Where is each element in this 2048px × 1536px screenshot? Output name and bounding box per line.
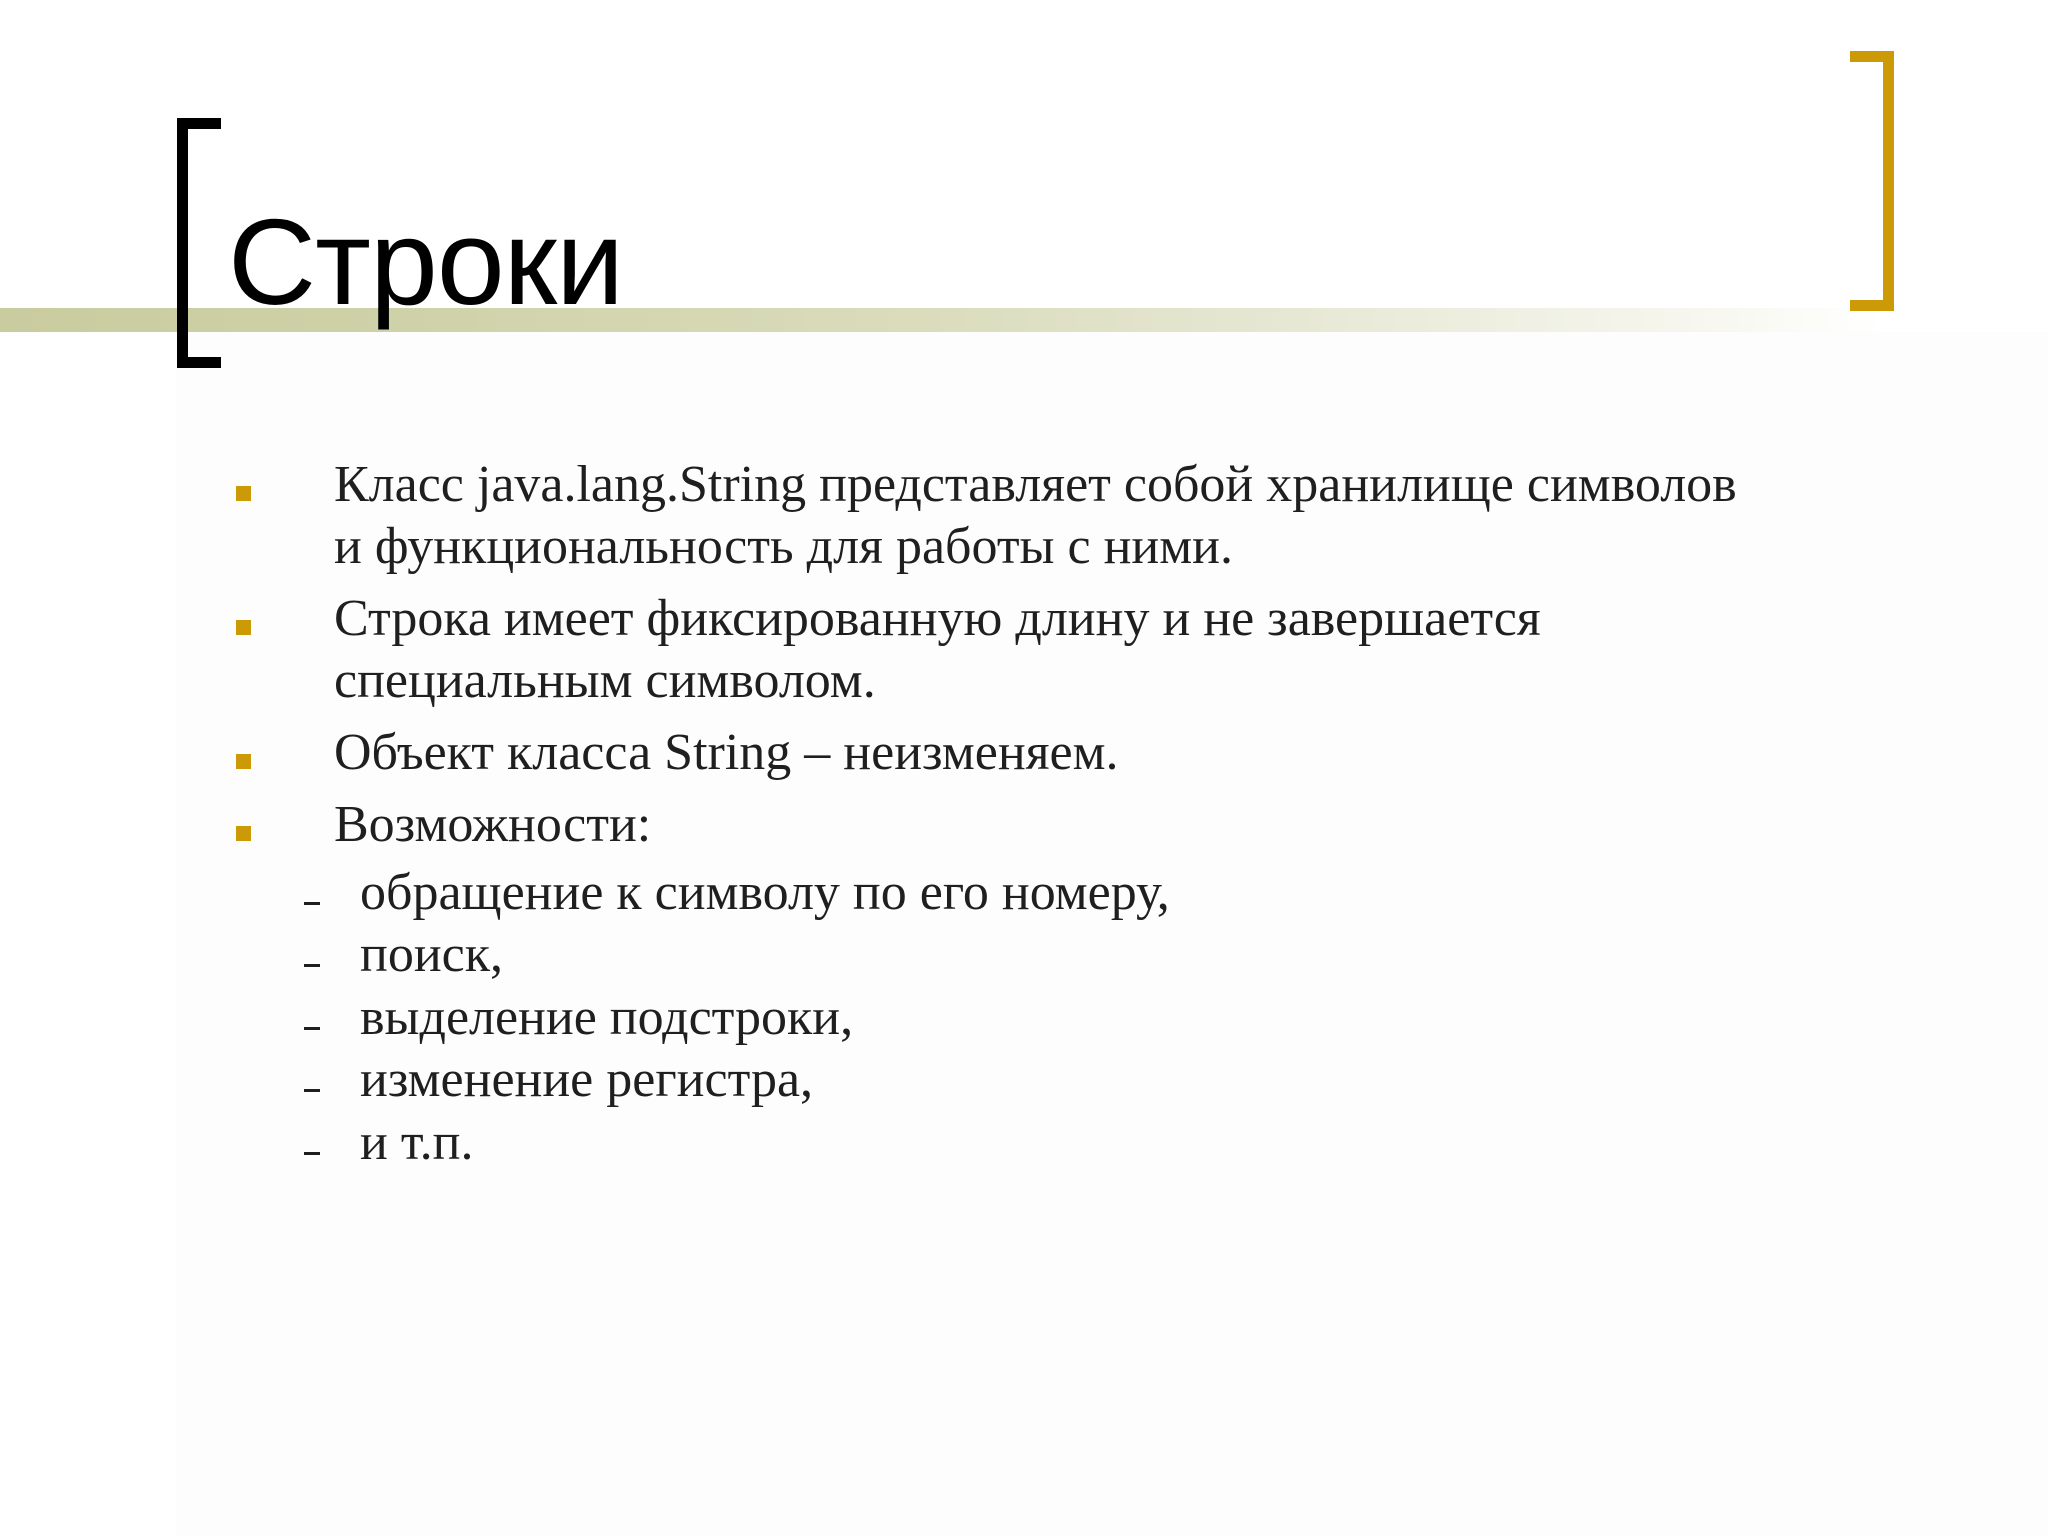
sub-item-text: поиск, (360, 926, 503, 983)
bullet-marker (236, 486, 251, 501)
sub-item-text: обращение к символу по его номеру, (360, 864, 1170, 921)
sub-item-dash (304, 1152, 320, 1155)
bullet-text-line: Строка имеет фиксированную длину и не завершается (334, 590, 1541, 647)
sub-item-dash (304, 964, 320, 967)
bullet-text-line: Класс java.lang.String представляет собой хранилище символов (334, 456, 1737, 513)
sub-item-text: и т.п. (360, 1114, 474, 1171)
bullet-text-line: Возможности: (334, 796, 652, 853)
bullet-text-line: специальным символом. (334, 652, 876, 709)
bullet-marker (236, 754, 251, 769)
bullet-marker (236, 826, 251, 841)
right-bracket-decoration (1850, 51, 1894, 311)
sub-item-dash (304, 1089, 320, 1092)
sub-item-text: изменение регистра, (360, 1051, 814, 1108)
left-bracket-decoration (177, 118, 221, 368)
bullet-text-line: и функциональность для работы с ними. (334, 518, 1233, 575)
bullet-text-line: Объект класса String – неизменяем. (334, 724, 1119, 781)
sub-item-dash (304, 1027, 320, 1030)
bullet-marker (236, 620, 251, 635)
sub-item-text: выделение подстроки, (360, 989, 854, 1046)
sub-item-dash (304, 902, 320, 905)
slide-title: Строки (228, 194, 624, 330)
